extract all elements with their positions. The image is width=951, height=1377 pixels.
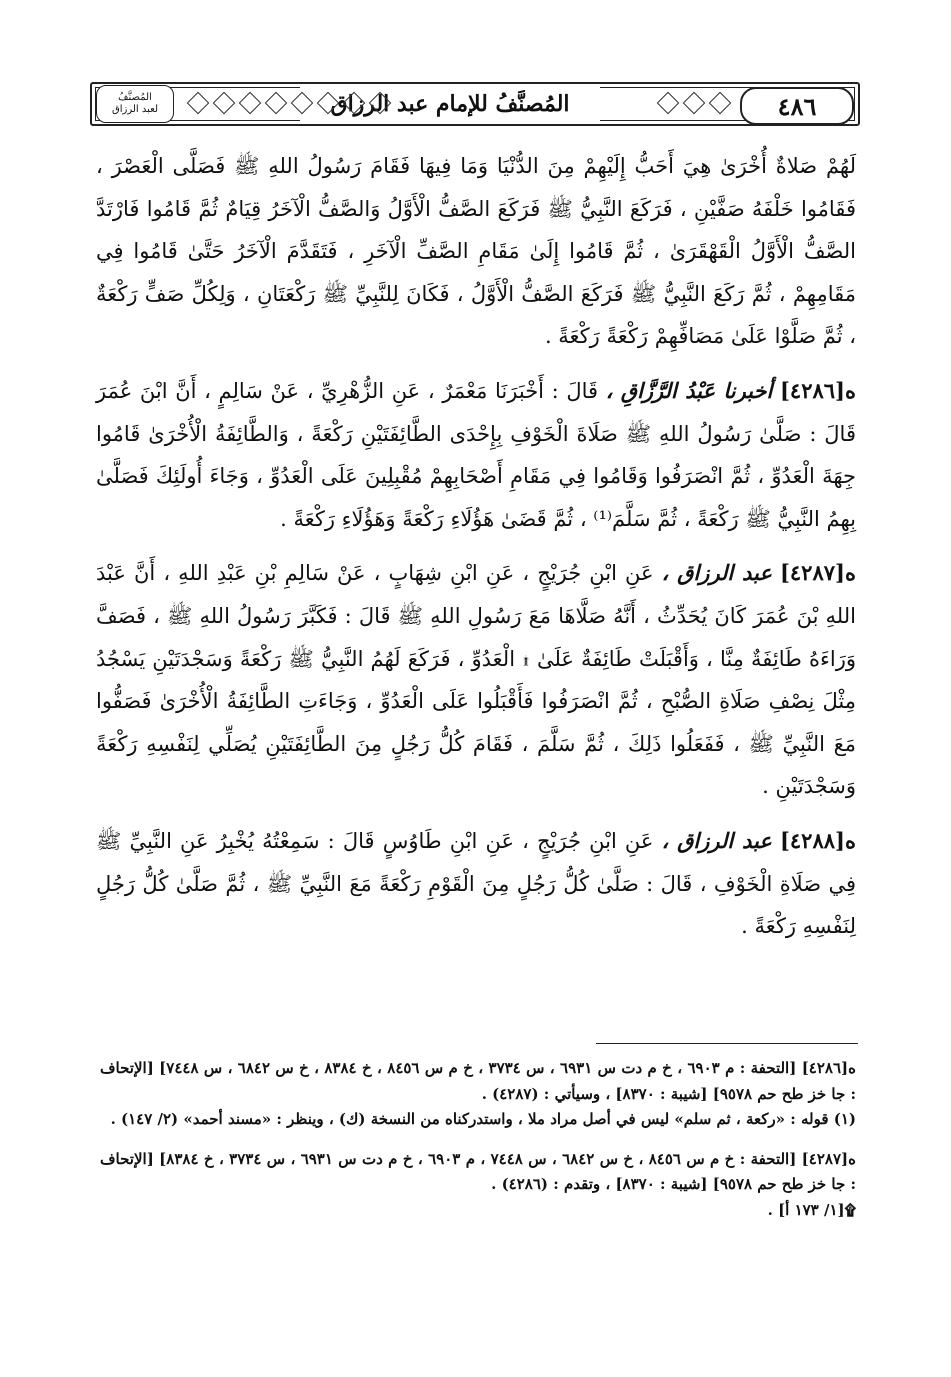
hadith-4286: ه[٤٢٨٦] أخبرنا عَبْدُ الرَّزَّاقِ ، قَالَ : أَخْبَرَنَا مَعْمَرٌ ، عَنِ الزُّهْرِيِّ ، عَنْ سَالِمٍ ، أَنَّ ابْنَ عُمَرَ قَالَ : صَلَّىٰ رَسُولُ اللهِ ﷺ صَلَاةَ الْخَوْفِ بِإِحْدَى الطَّائِفَتَيْنِ رَكْعَةً ، وَالطَّائِفَةُ الْأُخْرَىٰ قَامُوا جِهَةَ الْعَدُوِّ ، ثُمَّ انْصَرَفُوا وَقَامُوا فِي مَقَامِ أَصْحَابِهِمْ مُقْبِلِينَ عَلَى الْعَدُوِّ ، وَجَاءَ أُولَئِكَ فَصَلَّىٰ بِهِمُ النَّبِيُّ ﷺ رَكْعَةً ، ثُمَّ سَلَّمَ⁽¹⁾ ، ثُمَّ قَضَىٰ هَؤُلَاءِ رَكْعَةً وَهَؤُلَاءِ رَكْعَةً . <box>96 377 856 531</box>
footnote-folio: ۩[١/ ١٧٣ أ] . <box>767 1200 856 1219</box>
ornament-right <box>656 92 732 114</box>
hadith-4287: ه[٤٢٨٧] عبد الرزاق ، عَنِ ابْنِ جُرَيْجٍ ، عَنِ ابْنِ شِهَابٍ ، عَنْ سَالِمِ بْنِ عَبْدِ اللهِ ، أَنَّ عَبْدَ اللهِ بْنَ عُمَرَ كَانَ يُحَدِّثُ ، أَنَّهُ صَلَّاهَا مَعَ رَسُولِ اللهِ ﷺ قَالَ : فَكَبَّرَ رَسُولُ اللهِ ﷺ ، فَصَفَّ وَرَاءَهُ طَائِفَةٌ مِنَّا ، وَأَقْبَلَتْ طَائِفَةٌ عَلَىٰ ۩ الْعَدُوِّ ، فَرَكَعَ لَهُمُ النَّبِيُّ ﷺ رَكْعَةً وَسَجْدَتَيْنِ يَسْجُدُ مِثْلَ نِصْفِ صَلَاةِ الصُّبْحِ ، ثُمَّ انْصَرَفُوا فَأَقْبَلُوا عَلَى الْعَدُوِّ ، وَجَاءَتِ الطَّائِفَةُ الْأُخْرَىٰ فَصَفُّوا مَعَ النَّبِيِّ ﷺ ، فَفَعَلُوا ذَلِكَ ، ثُمَّ سَلَّمَ ، فَقَامَ كُلُّ رَجُلٍ مِنَ الطَّائِفَتَيْنِ يُصَلِّي لِنَفْسِهِ رَكْعَةً وَسَجْدَتَيْنِ . <box>96 560 856 799</box>
main-text <box>96 145 856 948</box>
footnote-divider <box>596 1043 858 1044</box>
book-logo: المُصنَّفُ لعبد الرزاق <box>96 85 174 123</box>
header-title: المُصنَّفُ للإمام عبد الرزاق <box>300 86 600 122</box>
footnotes <box>100 1056 856 1224</box>
page-number: ٤٨٦ <box>740 87 854 125</box>
footnote-4286: ه[٤٢٨٦] [التحفة : م ٦٩٠٣ ، خ م دت س ٦٩٣١ ، س ٣٧٣٤ ، خ م س ٨٤٥٦ ، خ ٨٣٨٤ ، خ س ٦٨٤٢ ، س ٧٤٤٨] [الإتحاف : جا خز طح حم ٩٥٧٨] [شيبة : ٨٣٧٠] ، وسيأتي : (٤٢٨٧) . <box>100 1059 856 1103</box>
footnote-1: (١) قوله : «ركعة ، ثم سلم» ليس في أصل مراد ملا ، واستدركناه من النسخة (ك) ، وينظر : «مسند أحمد» (٢/ ١٤٧) . <box>110 1110 856 1129</box>
ornament-left <box>186 92 392 114</box>
hadith-4288: ه[٤٢٨٨] عبد الرزاق ، عَنِ ابْنِ جُرَيْجٍ ، عَنِ ابْنِ طَاوُسٍ قَالَ : سَمِعْتُهُ يُخْبِرُ عَنِ النَّبِيِّ ﷺ فِي صَلَاةِ الْخَوْفِ ، قَالَ : صَلَّىٰ كُلُّ رَجُلٍ مِنَ الْقَوْمِ رَكْعَةً مَعَ النَّبِيِّ ﷺ ، ثُمَّ صَلَّىٰ كُلُّ رَجُلٍ لِنَفْسِهِ رَكْعَةً . <box>96 827 856 939</box>
page-header <box>90 82 860 126</box>
intro-paragraph: لَهُمْ صَلاةٌ أُخْرَىٰ هِيَ أَحَبُّ إِلَيْهِمْ مِنَ الدُّنْيَا وَمَا فِيهَا فَقَامَ رَسُولُ اللهِ ﷺ فَصَلَّى الْعَصْرَ ، فَقَامُوا خَلْفَهُ صَفَّيْنِ ، فَرَكَعَ النَّبِيُّ ﷺ فَرَكَعَ الصَّفُّ الْأَوَّلُ وَالصَّفُّ الْآخَرُ قِيَامٌ ثُمَّ قَامُوا فَارْتَدَّ الصَّفُّ الْأَوَّلُ الْقَهْقَرَىٰ ، ثُمَّ قَامُوا إِلَىٰ مَقَامِ الصَّفِّ الْآخَرِ ، فَتَقَدَّمَ الْآخَرُ حَتَّىٰ قَامُوا فِي مَقَامِهِمْ ، ثُمَّ رَكَعَ النَّبِيُّ ﷺ فَرَكَعَ الصَّفُّ الْأَوَّلُ ، فَكَانَ لِلنَّبِيِّ ﷺ رَكْعَتَانِ ، وَلِكُلِّ صَفٍّ رَكْعَةٌ ، ثُمَّ صَلَّوْا عَلَىٰ مَصَافِّهِمْ رَكْعَةً رَكْعَةً . <box>96 154 856 349</box>
footnote-4287: ه[٤٢٨٧] [التحفة : خ م س ٨٤٥٦ ، خ س ٦٨٤٢ ، س ٧٤٤٨ ، م ٦٩٠٣ ، خ م دت س ٦٩٣١ ، س ٣٧٣٤ ، خ ٨٣٨٤] [الإتحاف : جا خز طح حم ٩٥٧٨] [شيبة : ٨٣٧٠] ، وتقدم : (٤٢٨٦) . <box>100 1149 856 1194</box>
